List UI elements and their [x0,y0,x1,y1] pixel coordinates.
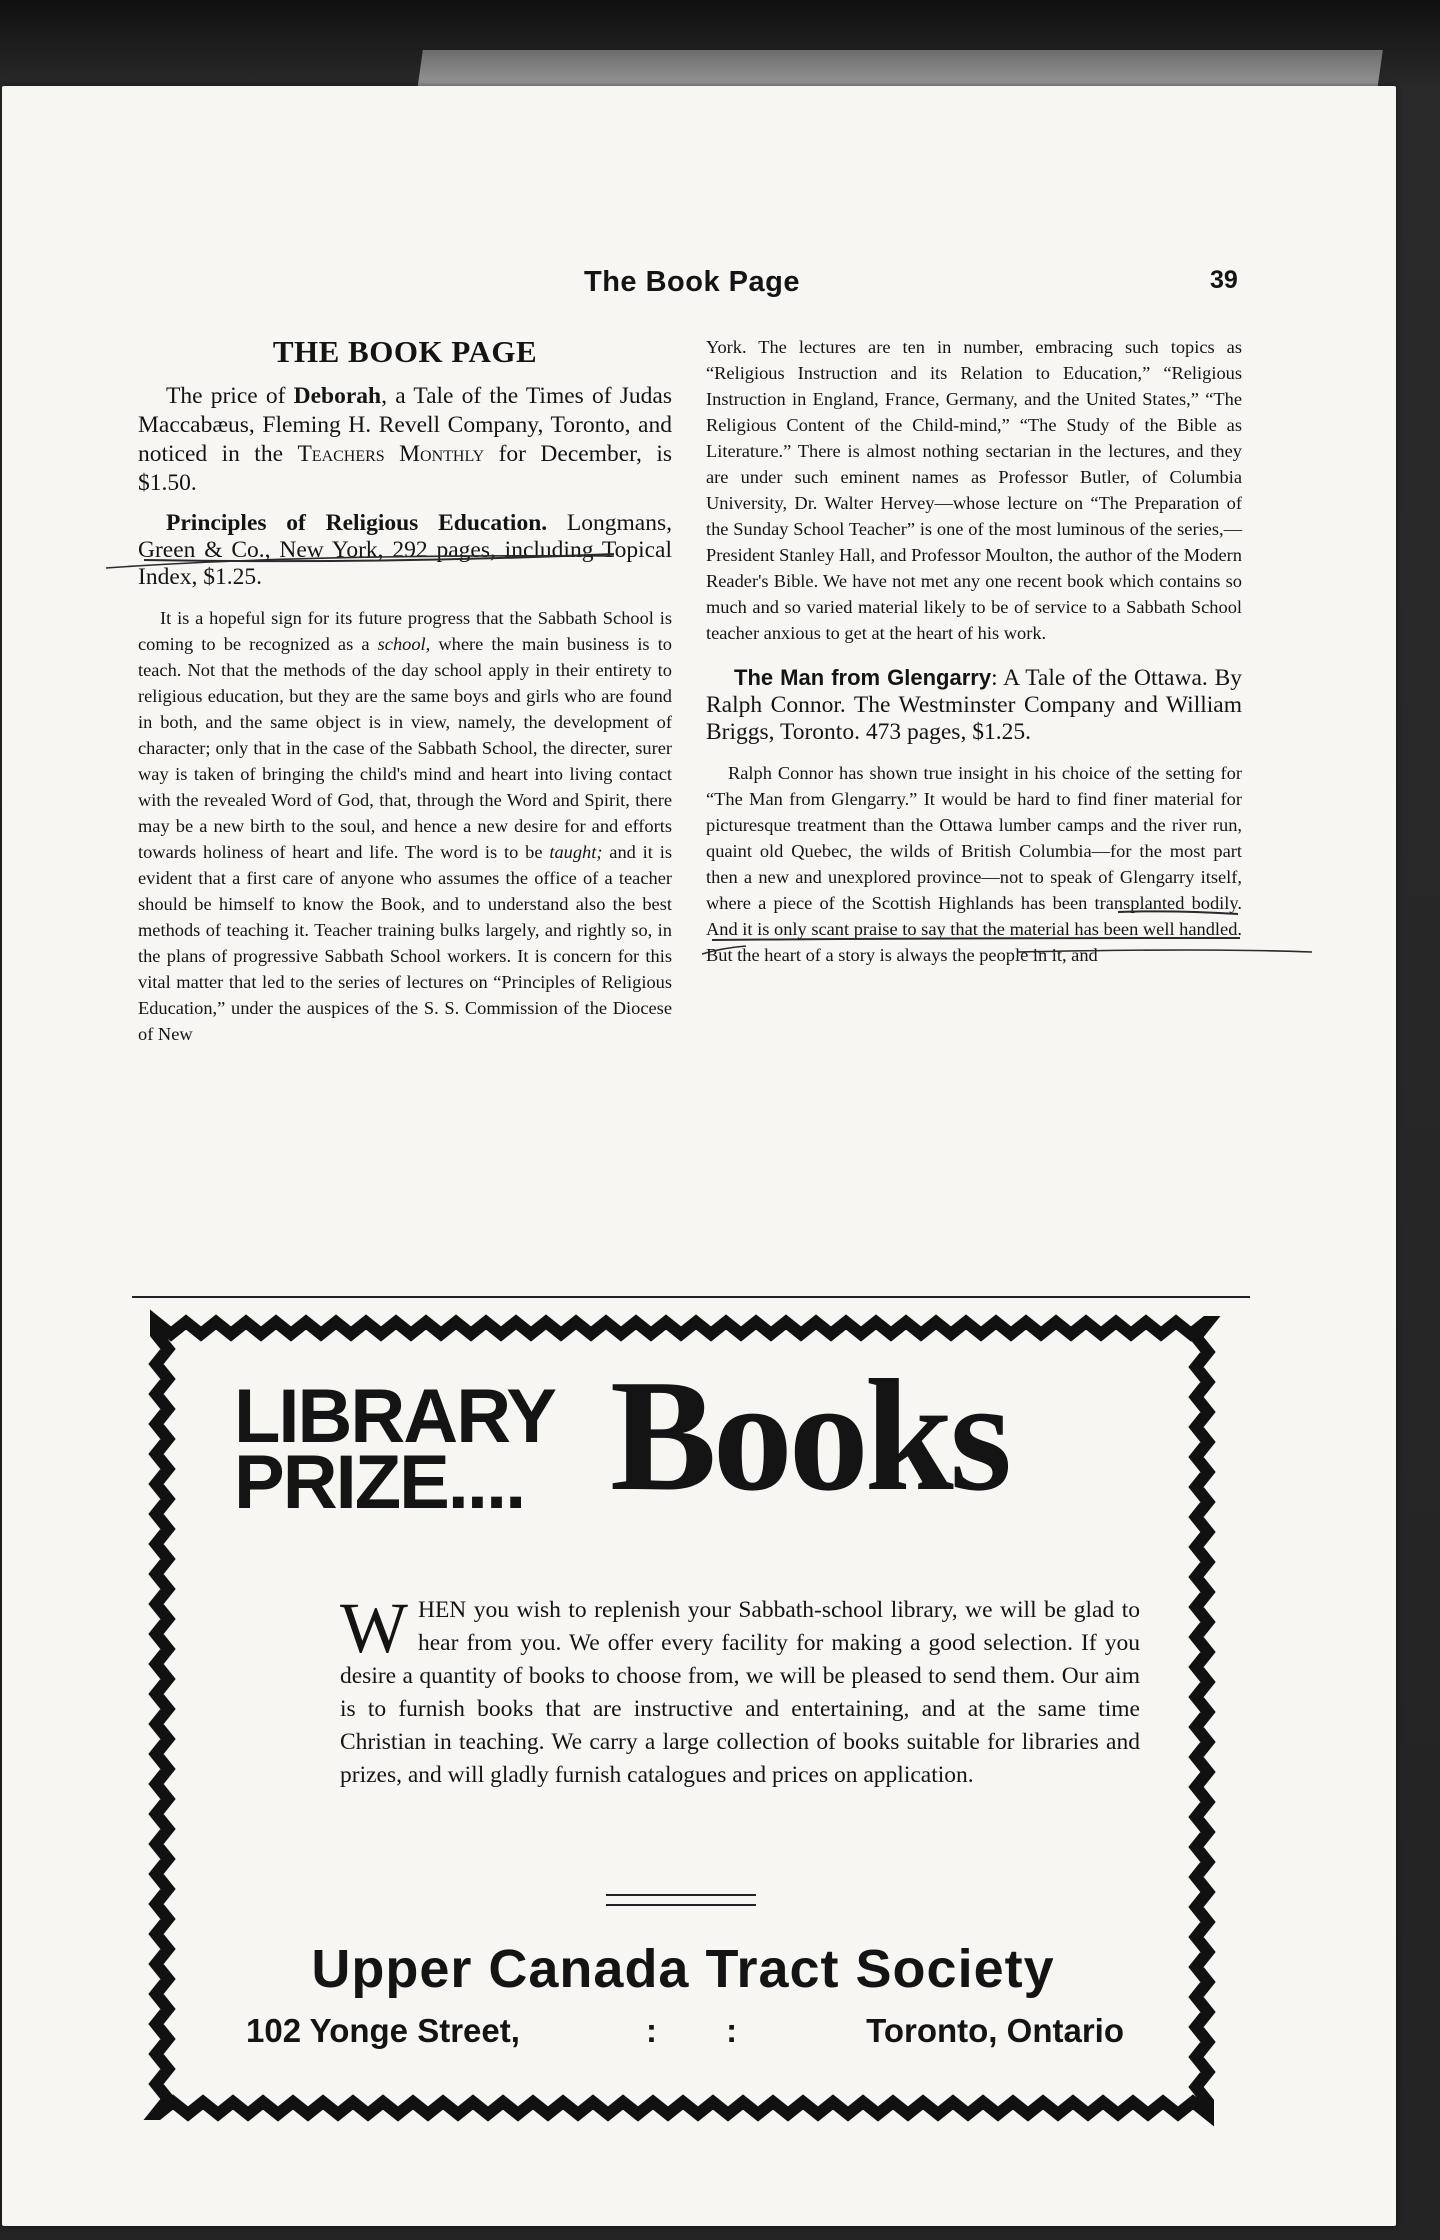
review-principles-part3: and it is evident that a first care of anyone who assumes the office of a teacher should be himself to know the Book, and to understand also the best methods of teaching it. Teacher training bulks largely, and rightly so, in the plans of progressive Sabbath School workers. It is concern for this vital matter that led to the series of lectures on “Principles of Religious Education,” under the auspices of the S. S. Commission of the Diocese of New [138,842,672,1044]
price-notice [138,382,672,498]
section-title: THE BOOK PAGE [272,334,538,369]
notice-book-title: Deborah [293,383,382,409]
ad-body [340,1588,1140,1792]
ad-separator: : : [646,2012,768,2049]
section-divider [132,1296,1250,1298]
running-title: The Book Page [584,266,800,298]
review-glengarry: Ralph Connor has shown true insight in his choice of the setting for “The Man from Glengarry.” It would be hard to find finer material for picturesque treatment than the Ottawa lumber camps and the river run, quaint old Quebec, the wilds of British Columbia—for the most part then a new and unexplored province—not to speak of Glengarry itself, where a piece of the Scottish Highlands has been transplanted bodily. And it is only scant praise to say that the material has been well handled. But the heart of a story is always the people in it, and [706,763,1242,965]
review-principles [138,605,672,1047]
ad-double-rule [606,1894,756,1906]
book-entry-principles [138,510,672,591]
ad-publisher-name: Upper Canada Tract Society [311,1939,1055,1999]
ad-headline-library: LIBRARY [234,1374,555,1459]
left-column [138,334,672,1047]
page-sheet [2,86,1396,2226]
underlying-page-edge [417,50,1383,90]
review-principles-emphasis2: taught; [549,842,603,862]
ad-street: 102 Yonge Street, [246,2012,520,2049]
running-header [2,266,1396,306]
notice-post: for December, is $1.50. [138,441,672,496]
review-principles-part1: It is a hopeful sign for its future progress that the Sabbath School is coming to be recognized as a [138,608,672,654]
library-prize-advertisement [142,1308,1222,2128]
review-principles-emphasis1: school, [377,634,431,654]
right-column [706,334,1242,968]
ad-headline-books: Books [610,1346,1008,1524]
ad-content [142,1308,1222,2128]
ad-headline-left [234,1374,555,1525]
book-details-glengarry: : A Tale of the Ottawa. By Ralph Connor. The Westminster Company and William Briggs, Toronto. 473 pages, $1.25. [706,665,1242,745]
ad-address [246,2012,1124,2056]
ad-body-text: HEN you wish to replenish your Sabbath-school library, we will be glad to hear from you. We offer every facility for making a good selection. If you desire a quantity of books to choose from, we will be pleased to send them. Our aim is to furnish books that are instructive and entertaining, and at the same time Christian in teaching. We carry a large collection of books suitable for libraries and prizes, and will gladly furnish catalogues and prices on application. [340,1597,1140,1788]
book-title-principles: Principles of Religious Education. [166,510,548,536]
ad-headline-prize: PRIZE.... [234,1440,525,1525]
book-details-principles: Longmans, Green & Co., New York, 292 pages, including Topical Index, $1.25. [138,510,672,590]
review-principles-part2: where the main business is to teach. Not that the methods of the day school apply in their entirety to religious education, but they are the same boys and girls who are found in both, and the same object is in view, namely, the development of character; only that in the case of the Sabbath School, the directer, surer way is taken of bringing the child's mind and heart into living contact with the revealed Word of God, that, through the Word and Spirit, there may be a new birth to the soul, and hence a new desire for and efforts towards holiness of heart and life. The word is to be [138,634,672,862]
book-title-glengarry: The Man from Glengarry [734,665,992,690]
ad-drop-cap: W [340,1588,408,1668]
page-number: 39 [1210,266,1238,294]
notice-pre: The price of [166,383,294,409]
notice-mid: , a Tale of the Times of Judas Maccabæus, Fleming H. Revell Company, Toronto, and noticed in the [138,383,672,467]
ad-city: Toronto, Ontario [866,2012,1124,2049]
notice-periodical: Teachers Monthly [297,441,485,467]
book-entry-glengarry [706,664,1242,746]
review-principles-continuation: York. The lectures are ten in number, embracing such topics as “Religious Instruction and its Relation to Education,” “Religious Instruction in England, France, Germany, and the United States,” “The Religious Content of the Child-mind,” “The Study of the Bible as Literature.” There is almost nothing sectarian in the lectures, and they are under such eminent names as Professor Butler, of Columbia University, Dr. Walter Hervey—whose lecture on “The Preparation of the Sunday School Teacher” is one of the most luminous of the series,—President Stanley Hall, and Professor Moulton, the author of the Modern Reader's Bible. We have not met any one recent book which contains so much and so varied material likely to be of service to a Sabbath School teacher anxious to get at the heart of his work. [706,337,1242,643]
